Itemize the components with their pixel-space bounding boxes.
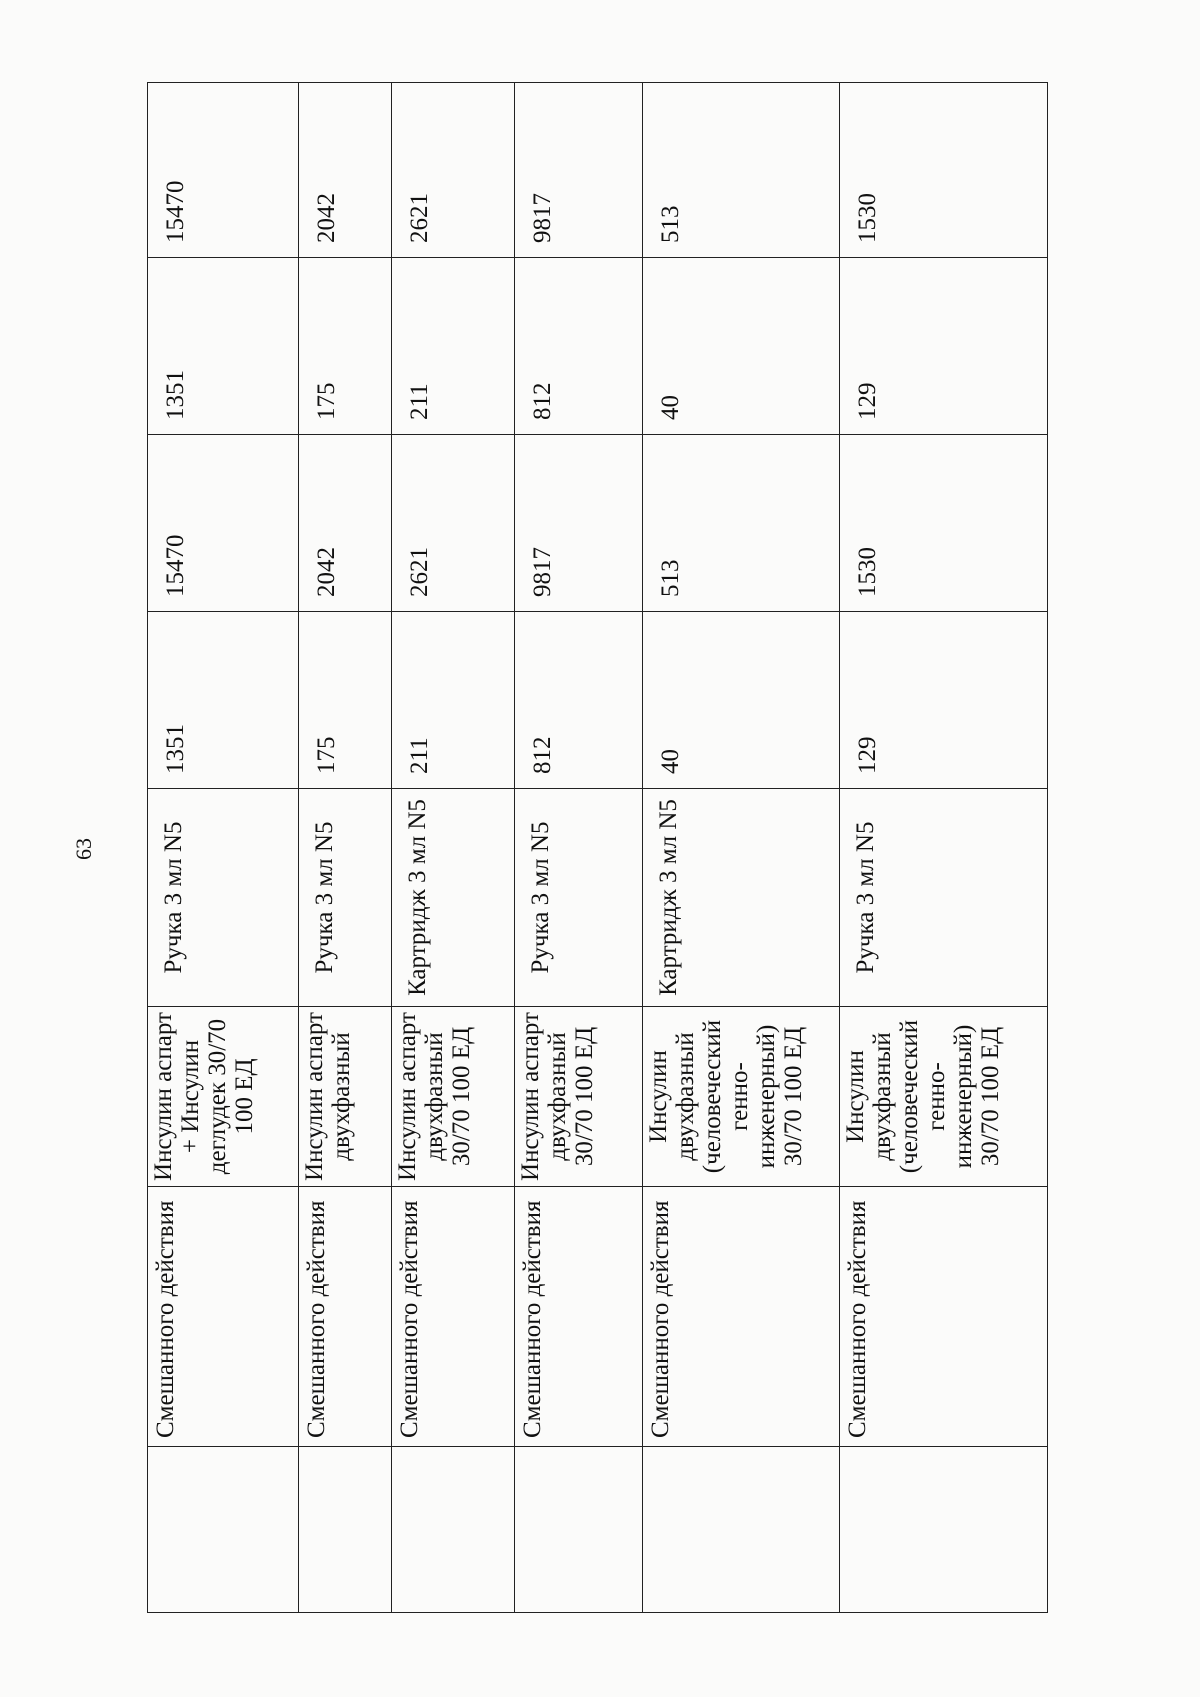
table-cell bbox=[515, 1447, 643, 1613]
table-cell-value: 1351 bbox=[148, 258, 299, 435]
table-cell-form: Ручка 3 мл N5 bbox=[148, 789, 299, 1007]
table-cell-category: Смешанного действия bbox=[840, 1187, 1048, 1447]
table-cell bbox=[392, 1447, 515, 1613]
table-cell-value: 40 bbox=[643, 612, 840, 789]
table-row bbox=[148, 83, 299, 1613]
table-cell-name: Инсулин двухфазный (человеческий генно-инженерный) 30/70 100 ЕД bbox=[840, 1007, 1048, 1187]
table-cell-name: Инсулин аспарт двухфазный 30/70 100 ЕД bbox=[515, 1007, 643, 1187]
table-cell bbox=[299, 1447, 392, 1613]
table-cell-value: 1530 bbox=[840, 435, 1048, 612]
table-cell-value: 513 bbox=[643, 435, 840, 612]
table-cell-name: Инсулин аспарт двухфазный bbox=[299, 1007, 392, 1187]
table-cell-form: Ручка 3 мл N5 bbox=[299, 789, 392, 1007]
table-cell-value: 9817 bbox=[515, 435, 643, 612]
table-cell-value: 812 bbox=[515, 258, 643, 435]
table-cell-category: Смешанного действия bbox=[643, 1187, 840, 1447]
table-cell-value: 40 bbox=[643, 258, 840, 435]
table-cell-value: 175 bbox=[299, 612, 392, 789]
table-cell-value: 1530 bbox=[840, 83, 1048, 258]
table-cell-value: 15470 bbox=[148, 83, 299, 258]
table-cell-value: 175 bbox=[299, 258, 392, 435]
table-cell-value: 2621 bbox=[392, 435, 515, 612]
table-cell-value: 2621 bbox=[392, 83, 515, 258]
table-cell-form: Ручка 3 мл N5 bbox=[515, 789, 643, 1007]
table-cell-category: Смешанного действия bbox=[299, 1187, 392, 1447]
table-cell-value: 211 bbox=[392, 258, 515, 435]
table-row bbox=[840, 83, 1048, 1613]
table-cell-value: 15470 bbox=[148, 435, 299, 612]
table-cell bbox=[148, 1447, 299, 1613]
table-cell-value: 129 bbox=[840, 258, 1048, 435]
table-row bbox=[643, 83, 840, 1613]
data-table bbox=[147, 82, 1048, 1613]
table-cell-name: Инсулин аспарт + Инсулин деглудек 30/70 100 ЕД bbox=[148, 1007, 299, 1187]
table-cell-value: 812 bbox=[515, 612, 643, 789]
table-cell-category: Смешанного действия bbox=[392, 1187, 515, 1447]
table-cell-category: Смешанного действия bbox=[515, 1187, 643, 1447]
table-cell-form: Ручка 3 мл N5 bbox=[840, 789, 1048, 1007]
table-cell-name: Инсулин двухфазный (человеческий генно-инженерный) 30/70 100 ЕД bbox=[643, 1007, 840, 1187]
table-row bbox=[392, 83, 515, 1613]
table-cell-value: 211 bbox=[392, 612, 515, 789]
rotated-table-container bbox=[147, 83, 1047, 1613]
table-cell-value: 129 bbox=[840, 612, 1048, 789]
table-cell-value: 2042 bbox=[299, 435, 392, 612]
table-cell bbox=[643, 1447, 840, 1613]
table-cell-form: Картридж 3 мл N5 bbox=[643, 789, 840, 1007]
page-number: 63 bbox=[71, 838, 96, 860]
table-cell-value: 9817 bbox=[515, 83, 643, 258]
table-cell-value: 1351 bbox=[148, 612, 299, 789]
table-cell-value: 2042 bbox=[299, 83, 392, 258]
table-row bbox=[515, 83, 643, 1613]
table-cell-category: Смешанного действия bbox=[148, 1187, 299, 1447]
table-cell-name: Инсулин аспарт двухфазный 30/70 100 ЕД bbox=[392, 1007, 515, 1187]
table-cell bbox=[840, 1447, 1048, 1613]
table-cell-form: Картридж 3 мл N5 bbox=[392, 789, 515, 1007]
table-row bbox=[299, 83, 392, 1613]
table-cell-value: 513 bbox=[643, 83, 840, 258]
